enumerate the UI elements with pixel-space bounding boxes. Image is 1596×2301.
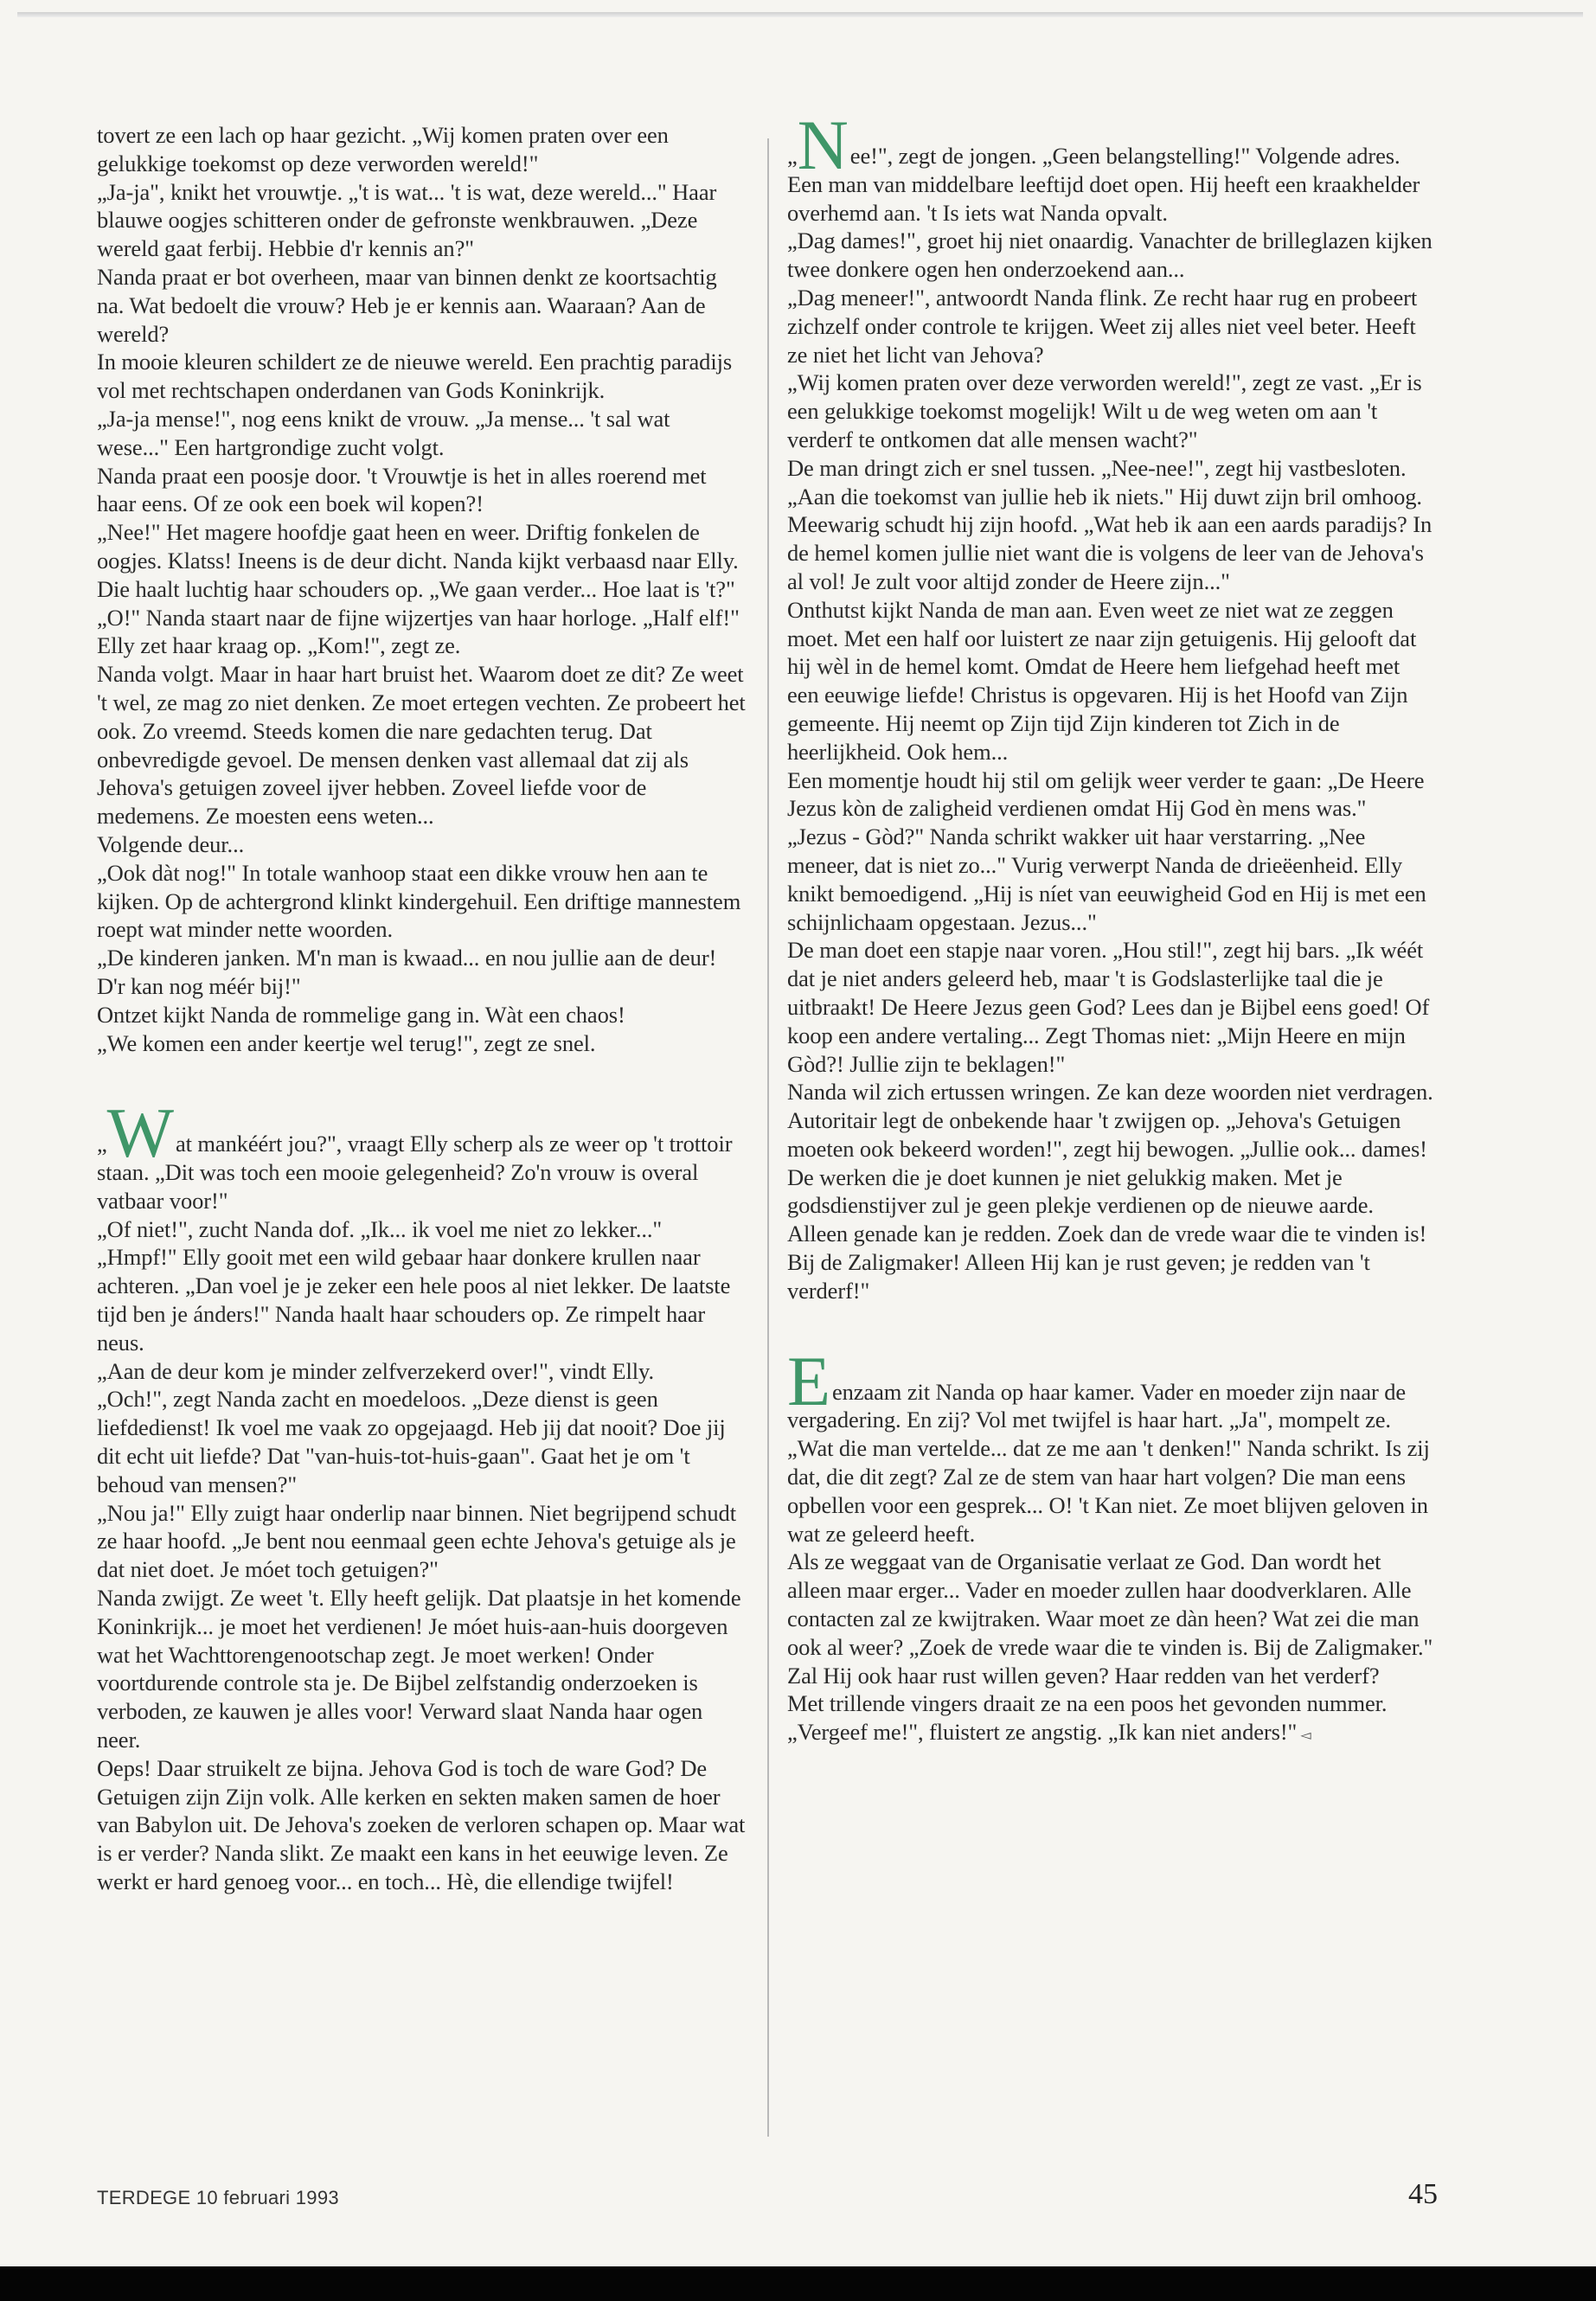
body-text: tovert ze een lach op haar gezicht. „Wij komen praten over een gelukkige toekomst op deze verworden wereld!" „Ja-ja", knikt het vrouwtje. „'t is wat... 't is wat, deze wereld..." Haar blauwe oogjes schitteren onder de gefronste wenkbrauwen. „Deze wereld gaat ferbij. Hebbie d'r kennis an?" Nanda praat er bot overheen, maar van binnen denkt ze koortsachtig na. Wat bedoelt die vrouw? Heb je er kennis aan. Waaraan? Aan de wereld? In mooie kleuren schildert ze de nieuwe wereld. Een prachtig paradijs vol met rechtschapen onderdanen van Gods Koninkrijk. „Ja-ja mense!", nog eens knikt de vrouw. „Ja mense... 't sal wat wese..." Een hartgrondige zucht volgt. Nanda praat een poosje door. 't Vrouwtje is het in alles roerend met haar eens. Of ze ook een boek wil kopen?! „Nee!" Het magere hoofdje gaat heen en weer. Driftig fonkelen de oogjes. Klatss! Ineens is de deur dicht. Nanda kijkt verbaasd naar Elly. Die haalt luchtig haar schouders op. „We gaan verder... Hoe laat is 't?" „O!" Nanda staart naar de fijne wijzertjes van haar horloge. „Half elf!" Elly zet haar kraag op. „Kom!", zegt ze. Nanda volgt. Maar in haar hart bruist het. Waarom doet ze dit? Ze weet 't wel, ze mag zo niet denken. Ze moet ertegen vechten. Ze probeert het ook. Zo vreemd. Steeds komen die nare gedachten terug. Dat onbevredigde gevoel. De mensen denken vast allemaal dat zij als Jehova's getuigen zoveel ijver hebben. Zoveel liefde voor de medemens. Ze moesten eens weten... Volgende deur... „Ook dàt nog!" In totale wanhoop staat een dikke vrouw hen aan te kijken. Op de achtergrond klinkt kindergehuil. Een driftige mannestem roept wat minder nette woorden. „De kinderen janken. M'n man is kwaad... en nou jullie aan de deur! D'r kan nog méér bij!" Ontzet kijkt Nanda de rommelige gang in. Wàt een chaos! „We komen een ander keertje wel terug!", zegt ze snel. — [97, 122, 746, 1056]
right-section-1 — [787, 106, 1436, 1305]
section-text: at mankéért jou?", vraagt Elly scherp als ze weer op 't trottoir staan. „Dit was toch een mooie gelegenheid? Zo'n vrouw is overal vatbaar voor!" „Of niet!", zucht Nanda dof. „Ik... ik voel me niet zo lekker..." „Hmpf!" Elly gooit met een wild gebaar haar donkere krullen naar achteren. „Dan voel je je zeker een hele poos al niet lekker. De laatste tijd ben je ánders!" Nanda haalt haar schouders op. Ze rimpelt haar neus. „Aan de deur kom je minder zelfverzekerd over!", vindt Elly. „Och!", zegt Nanda zacht en moedeloos. „Deze dienst is geen liefdedienst! Ik voel me vaak zo opgejaagd. Heb jij dat nooit? Doe jij dit echt uit liefde? Dat "van-huis-tot-huis-gaan". Gaat het je om 't behoud van mensen?" „Nou ja!" Elly zuigt haar onderlip naar binnen. Niet begrijpend schudt ze haar hoofd. „Je bent nou eenmaal geen echte Jehova's getuige als je dat niet doet. Je móet toch getuigen?" Nanda zwijgt. Ze weet 't. Elly heeft gelijk. Dat plaatsje in het komende Koninkrijk... je moet het verdienen! Je móet huis-aan-huis doorgeven wat het Wachttorengenootschap zegt. Je moet werken! Onder voortdurende controle sta je. De Bijbel zelfstandig onderzoeken is verboden, ze kauwen je alles voor! Verward slaat Nanda haar ogen neer. Oeps! Daar struikelt ze bijna. Jehova God is toch de ware God? De Getuigen zijn Zijn volk. Alle kerken en sekten maken samen de hoer van Babylon uit. De Jehova's zoeken de verloren schapen op. Maar wat is er verder? Nanda slikt. Ze maakt een kans in het eeuwige leven. Ze werkt er hard genoeg voor... en toch... Hè, die ellendige twijfel! — [97, 1131, 746, 1895]
lead-quote: „ — [787, 143, 798, 169]
publication-footer: TERDEGE 10 februari 1993 — [97, 2187, 339, 2208]
left-section-1 — [97, 121, 746, 1057]
article-end-icon: ◅ — [1300, 1728, 1311, 1744]
scan-edge-band — [0, 2266, 1596, 2301]
drop-cap: W — [106, 1093, 174, 1173]
left-column — [97, 121, 746, 1896]
page-number: 45 — [1408, 2178, 1438, 2210]
right-column — [787, 106, 1436, 1751]
lead-quote: „ — [97, 1131, 107, 1157]
section-text: enzaam zit Nanda op haar kamer. Vader en moeder zijn naar de vergadering. En zij? Vol met twijfel is haar hart. „Ja", mompelt ze. „Wat die man vertelde... dat ze me aan 't denken!" Nanda schrikt. Is zij dat, die dit zegt? Zal ze de stem van haar hart volgen? Die man eens opbellen voor een gesprek... O! 't Kan niet. Ze moet blijven geloven in wat ze geleerd heeft. Als ze weggaat van de Organisatie verlaat ze God. Dan wordt het alleen maar erger... Vader en moeder zullen haar doodverklaren. Alle contacten zal ze kwijtraken. Waar moet ze dàn heen? Wat zei die man ook al weer? „Zoek de vrede waar die te vinden is. Bij de Zaligmaker." Zal Hij ook haar rust willen geven? Haar redden van het verderf? Met trillende vingers draait ze na een poos het gevonden nummer. „Vergeef me!", fluistert ze angstig. „Ik kan niet anders!" — [787, 1378, 1433, 1746]
column-divider — [767, 138, 769, 2137]
section-text: ee!", zegt de jongen. „Geen belangstelling!" Volgende adres. Een man van middelbare leeftijd doet open. Hij heeft een kraakhelder overhemd aan. 't Is iets wat Nanda opvalt. „Dag dames!", groet hij niet onaardig. Vanachter de brilleglazen kijken twee donkere ogen hen onderzoekend aan... „Dag meneer!", antwoordt Nanda flink. Ze recht haar rug en probeert zichzelf onder controle te krijgen. Weet zij alles niet veel beter. Heeft ze niet het licht van Jehova? „Wij komen praten over deze verworden wereld!", zegt ze vast. „Er is een gelukkige toekomst mogelijk! Wilt u de weg weten om aan 't verderf te ontkomen dat alle mensen wacht?" De man dringt zich er snel tussen. „Nee-nee!", zegt hij vastbesloten. „Aan die toekomst van jullie heb ik niets." Hij duwt zijn bril omhoog. Meewarig schudt hij zijn hoofd. „Wat heb ik aan een aards paradijs? In de hemel komen jullie niet want die is volgens de leer van de Jehova's al vol! Je zult voor altijd zonder de Heere zijn..." Onthutst kijkt Nanda de man aan. Even weet ze niet wat ze zeggen moet. Met een half oor luistert ze naar zijn getuigenis. Hij gelooft dat hij wèl in de hemel komt. Omdat de Heere hem liefgehad heeft met een eeuwige liefde! Christus is opgevaren. Hij is het Hoofd van Zijn gemeente. Hij neemt op Zijn tijd Zijn kinderen tot Zich in de heerlijkheid. Ook hem... Een momentje houdt hij stil om gelijk weer verder te gaan: „De Heere Jezus kòn de zaligheid verdienen omdat Hij God èn mens was." „Jezus - Gòd?" Nanda schrikt wakker uit haar verstarring. „Nee meneer, dat is niet zo..." Vurig verwerpt Nanda de drieëenheid. Elly knikt bemoedigend. „Hij is níet van eeuwigheid God en Hij is met een schijnlichaam opgestaan. Jezus..." De man doet een stapje naar voren. „Hou stil!", zegt hij bars. „Ik wéét dat je niet anders geleerd heb, maar 't is Godslasterlijke taal die je uitbraakt! De Heere Jezus geen God? Lees dan je Bijbel eens goed! Of koop een andere vertaling... Zegt Thomas niet: „Mijn Heere en mijn Gòd?! Jullie zijn te beklagen!" Nanda wil zich ertussen wringen. Ze kan deze woorden niet verdragen. Autoritair legt de onbekende haar 't zwijgen op. „Jehova's Getuigen moeten ook bekeerd worden!", zegt hij bewogen. „Jullie ook... dames! De werken die je doet kunnen je niet gelukkig maken. Met je godsdienstijver zul je geen plekje verdienen op de nieuwe aarde. Alleen genade kan je redden. Zoek dan de vrede waar die te vinden is! Bij de Zaligmaker! Alleen Hij kan je rust geven; je redden van 't verderf!" — [787, 143, 1433, 1304]
left-section-2 — [97, 1093, 746, 1896]
drop-cap: N — [797, 106, 849, 184]
top-rule — [17, 12, 1583, 17]
body-text — [97, 1093, 746, 1896]
drop-cap: E — [787, 1341, 830, 1420]
right-section-2 — [787, 1341, 1436, 1751]
body-text — [787, 106, 1436, 1305]
body-text — [787, 1341, 1436, 1751]
